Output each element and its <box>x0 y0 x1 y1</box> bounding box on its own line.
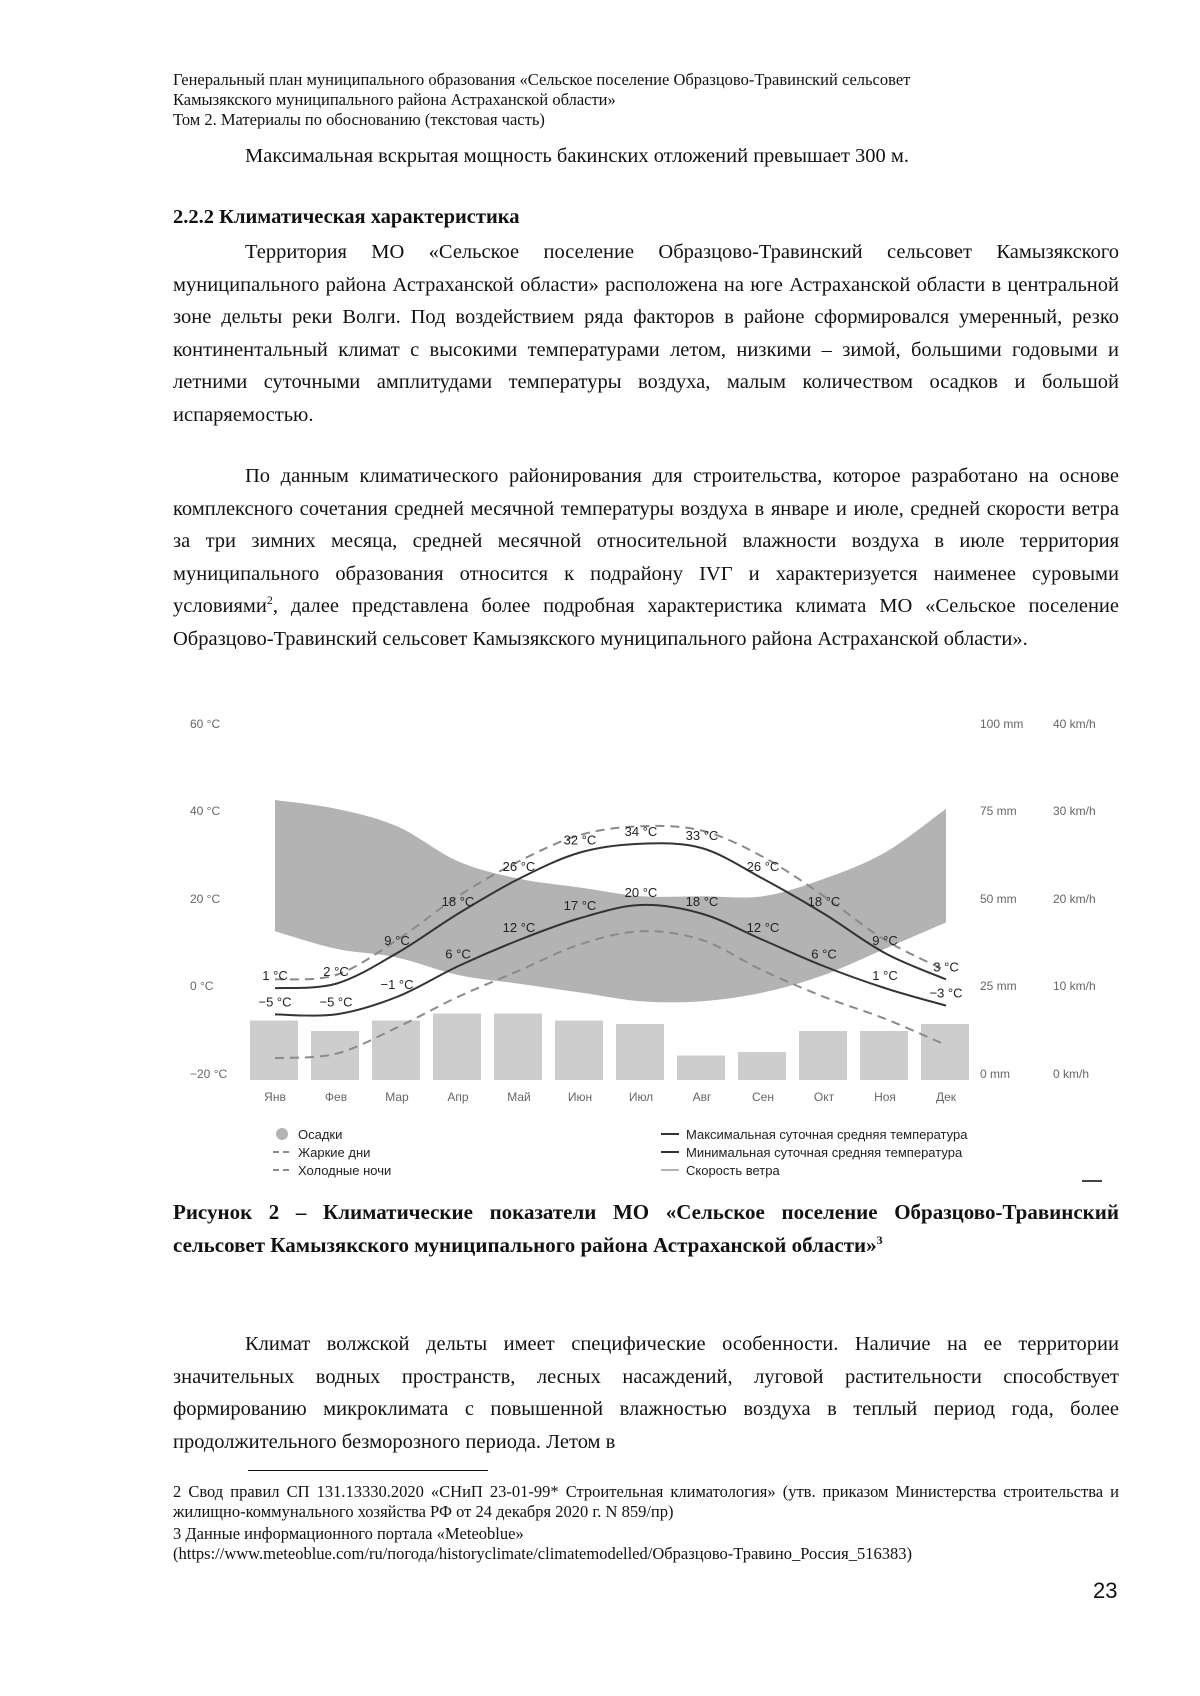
legend-precip: Осадки <box>298 1127 343 1142</box>
y-mid-tick: 25 mm <box>980 979 1017 993</box>
y-right-tick: 30 km/h <box>1053 804 1096 818</box>
x-tick-Май: Май <box>507 1090 531 1104</box>
footnote-2: 2 Свод правил СП 131.13330.2020 «СНиП 23-01-99* Строительная климатология» (утв. приказом Министерства строительства и жилищно-коммунального хозяйства РФ от 24 декабря 2020 г. N 859/пр) <box>173 1482 1119 1521</box>
y-mid-tick: 75 mm <box>980 804 1017 818</box>
max-temp-label-Сен: 26 °C <box>746 858 780 874</box>
max-temp-label-Янв: 1 °C <box>262 968 288 984</box>
max-temp-label-Июн: 32 °C <box>563 832 597 848</box>
min-temp-label-Фев: −5 °C <box>319 994 353 1010</box>
y-right-tick: 0 km/h <box>1053 1067 1090 1081</box>
min-temp-label-Янв: −5 °C <box>258 994 292 1010</box>
legend-max-temp: Максимальная суточная средняя температура <box>686 1127 968 1142</box>
x-tick-Окт: Окт <box>813 1090 835 1104</box>
precip-bar-Май <box>494 1014 542 1081</box>
precip-bar-Мар <box>372 1021 420 1081</box>
footnote-ref-2[interactable]: 2 <box>266 593 273 608</box>
paragraph-2-text-b: , далее представлена более подробная характеристика климата МО «Сельское поселение Образцово-Травинский сельсовет Камызякского муниципального района Астраханской области». <box>173 595 1119 650</box>
legend-precip-swatch <box>276 1128 288 1140</box>
max-temp-label-Мар: 9 °C <box>384 933 410 949</box>
y-left-tick: 20 °C <box>190 892 221 906</box>
footnote-3-url[interactable]: (https://www.meteoblue.com/ru/погода/historyclimate/climatemodelled/Образцово-Травино_Россия_516383) <box>173 1544 912 1563</box>
legend-min-temp: Минимальная суточная средняя температура <box>686 1145 963 1160</box>
x-tick-Ноя: Ноя <box>874 1090 896 1104</box>
x-tick-Мар: Мар <box>385 1090 409 1104</box>
footnote-separator <box>248 1470 488 1471</box>
min-temp-label-Окт: 6 °C <box>811 946 837 962</box>
intro-line: Максимальная вскрытая мощность бакинских отложений превышает 300 м. <box>245 145 910 167</box>
max-temp-label-Июл: 34 °C <box>624 823 658 839</box>
legend-hot-days: Жаркие дни <box>298 1145 371 1160</box>
y-left-tick: 0 °C <box>190 979 214 993</box>
max-temp-label-Окт: 18 °C <box>807 893 841 909</box>
max-temp-label-Дек: 3 °C <box>933 959 959 975</box>
y-mid-tick: 100 mm <box>980 717 1024 731</box>
max-temp-label-Фев: 2 °C <box>323 963 349 979</box>
page-number: 23 <box>1093 1578 1118 1603</box>
min-temp-label-Июл: 20 °C <box>624 885 658 900</box>
y-mid-tick: 50 mm <box>980 892 1017 906</box>
y-left-tick: −20 °C <box>190 1067 228 1081</box>
precip-bar-Апр <box>433 1014 481 1081</box>
section-title: 2.2.2 Климатическая характеристика <box>173 206 520 228</box>
min-temp-label-Ноя: 1 °C <box>872 968 898 984</box>
precip-bar-Сен <box>738 1052 786 1080</box>
min-temp-label-Май: 12 °C <box>502 920 536 935</box>
x-tick-Апр: Апр <box>447 1090 469 1104</box>
precip-bar-Окт <box>799 1031 847 1080</box>
footnote-3-title: 3 Данные информационного портала «Meteoblue» <box>173 1524 524 1543</box>
max-temp-label-Май: 26 °C <box>502 858 536 874</box>
x-tick-Фев: Фев <box>324 1090 348 1104</box>
min-temp-label-Июн: 17 °C <box>563 898 597 914</box>
paragraph-1: Территория МО «Сельское поселение Образцово-Травинский сельсовет Камызякского муниципального района Астраханской области» расположена на юге Астраханской области в центральной зоне дельты реки Волги. Под воздействием ряда факторов в районе сформировался умеренный, резко континентальный климат с высокими температурами летом, низкими – зимой, большими годовыми и летними суточными амплитудами температуры воздуха, малым количеством осадков и большой испаряемостью. <box>173 241 1119 426</box>
max-temp-label-Апр: 18 °C <box>441 893 475 909</box>
max-temp-label-Ноя: 9 °C <box>872 933 898 949</box>
precip-bar-Дек <box>921 1024 969 1080</box>
min-temp-label-Апр: 6 °C <box>445 946 471 962</box>
header-line-1: Генеральный план муниципального образования «Сельское поселение Образцово-Травинский сельсовет <box>173 70 911 89</box>
precip-bar-Фев <box>311 1031 359 1080</box>
y-left-tick: 60 °C <box>190 717 221 731</box>
figure-caption <box>173 1196 1119 1261</box>
header-line-3: Том 2. Материалы по обоснованию (текстовая часть) <box>173 110 545 129</box>
x-tick-Дек: Дек <box>935 1090 957 1104</box>
precip-bar-Авг <box>677 1056 725 1081</box>
header-line-2: Камызякского муниципального района Астраханской области» <box>173 90 616 109</box>
y-right-tick: 10 km/h <box>1053 979 1096 993</box>
y-right-tick: 40 km/h <box>1053 717 1096 731</box>
precip-bar-Янв <box>250 1021 298 1081</box>
min-temp-label-Мар: −1 °C <box>380 976 414 992</box>
x-tick-Июн: Июн <box>567 1090 593 1104</box>
paragraph-2-text-a: По данным климатического районирования для строительства, которое разработано на основе комплексного сочетания средней месячной температуры воздуха в январе и июле, средней скорости ветра за три зимних месяца, средней месячной относительной влажности воздуха в июле территория муниципального образования относится к подрайону IVГ и характеризуется наименее суровыми условиями <box>173 465 1119 617</box>
x-tick-Июл: Июл <box>628 1090 654 1104</box>
y-mid-tick: 0 mm <box>980 1067 1010 1081</box>
min-temp-label-Сен: 12 °C <box>746 920 780 935</box>
min-temp-label-Авг: 18 °C <box>685 893 719 909</box>
x-tick-Авг: Авг <box>692 1090 712 1104</box>
min-temp-label-Дек: −3 °C <box>929 985 963 1001</box>
figure-caption-text: Рисунок 2 – Климатические показатели МО «Сельское поселение Образцово-Травинский сельсовет Камызякского муниципального района Астраханской области» <box>173 1200 1119 1257</box>
x-tick-Сен: Сен <box>752 1090 774 1104</box>
legend-cold-nights: Холодные ночи <box>298 1163 392 1178</box>
x-tick-Янв: Янв <box>264 1090 286 1104</box>
precip-bar-Ноя <box>860 1031 908 1080</box>
paragraph-3: Климат волжской дельты имеет специфические особенности. Наличие на ее территории значительных водных пространств, лесных насаждений, луговой растительности способствует формированию микроклимата с повышенной влажностью воздуха в теплый период года, более продолжительного безморозного периода. Летом в <box>173 1333 1119 1453</box>
precip-bar-Июн <box>555 1021 603 1081</box>
y-left-tick: 40 °C <box>190 804 221 818</box>
precip-bar-Июл <box>616 1024 664 1080</box>
footnote-ref-3[interactable]: 3 <box>876 1232 883 1247</box>
wind-speed-area <box>275 800 946 1002</box>
legend-wind: Скорость ветра <box>686 1163 780 1178</box>
y-right-tick: 20 km/h <box>1053 892 1096 906</box>
max-temp-label-Авг: 33 °C <box>685 828 719 844</box>
